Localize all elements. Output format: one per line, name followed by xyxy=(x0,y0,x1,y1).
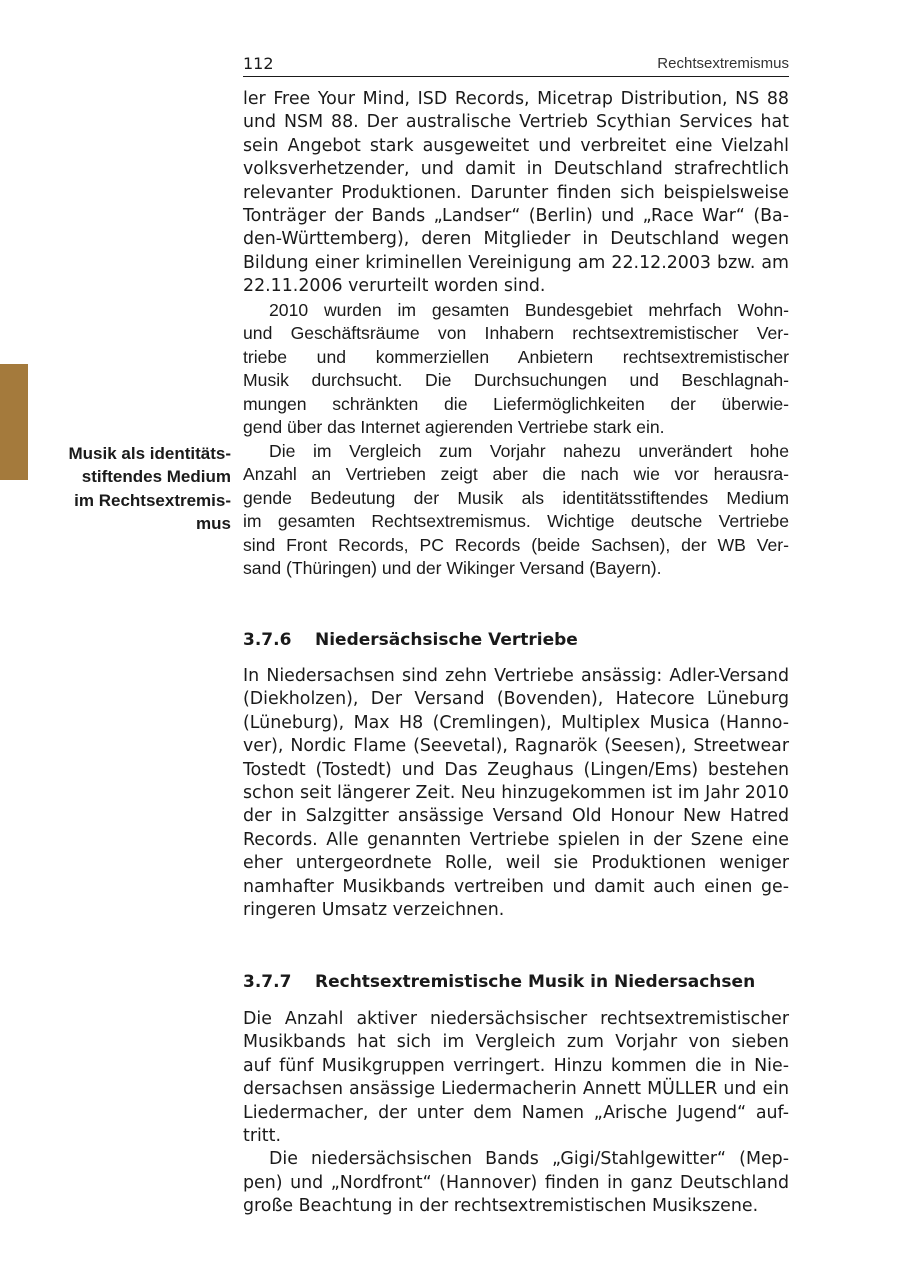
page-header xyxy=(243,52,789,77)
text-line: Die Anzahl aktiver niedersächsischer rechtsextremistischer xyxy=(243,1009,789,1029)
paragraph-searches-2010 xyxy=(243,299,789,439)
text-line: Liedermacher, der unter dem Namen „Arische Jugend“ auf- xyxy=(243,1102,789,1123)
text-line: Tonträger der Bands „Landser“ (Berlin) und „Race War“ (Ba- xyxy=(243,205,789,226)
text-line: (Diekholzen), Der Versand (Bovenden), Hatecore Lüneburg xyxy=(243,689,789,710)
text-line: volksverhetzender, und damit in Deutschland strafrechtlich xyxy=(243,159,789,180)
text-line: den-Württemberg), deren Mitglieder in Deutschland wegen xyxy=(243,229,789,250)
section-title: Niedersächsische Vertriebe xyxy=(315,630,578,650)
text-line: Bildung einer kriminellen Vereinigung am 22.12.2003 bzw. am xyxy=(243,252,789,273)
margin-note xyxy=(30,442,231,536)
text-line: tritt. xyxy=(243,1125,281,1146)
text-line: dersachsen ansässige Liedermacherin Annett MÜLLER und ein xyxy=(243,1079,789,1100)
margin-note-line: Musik als identitäts- xyxy=(68,444,231,463)
text-line: 2010 wurden im gesamten Bundesgebiet mehrfach Wohn- xyxy=(269,300,789,320)
section-number: 3.7.6 xyxy=(243,630,292,650)
paragraph-continuation xyxy=(243,88,789,299)
text-line: relevanter Produktionen. Darunter finden sich beispielsweise xyxy=(243,182,789,203)
text-line: sein Angebot stark ausgeweitet und verbreitet eine Vielzahl xyxy=(243,135,789,156)
text-line: Anzahl an Vertrieben zeigt aber die nach wie vor herausra- xyxy=(243,464,789,485)
text-line: namhafter Musikbands vertreiben und damit auch einen ge- xyxy=(243,876,789,897)
text-line: gend über das Internet agierenden Vertriebe stark ein. xyxy=(243,416,665,437)
text-line: im gesamten Rechtsextremismus. Wichtige deutsche Vertriebe xyxy=(243,511,789,532)
text-line: eher untergeordnete Rolle, weil sie Produktionen weniger xyxy=(243,853,789,874)
text-line: sand (Thüringen) und der Wikinger Versand (Bayern). xyxy=(243,557,662,578)
paragraph-music-bands xyxy=(243,1008,789,1219)
text-line: der in Salzgitter ansässige Versand Old Honour New Hatred xyxy=(243,806,789,827)
page-number: 112 xyxy=(243,54,274,73)
text-line: Tostedt (Tostedt) und Das Zeughaus (Lingen/Ems) bestehen xyxy=(243,759,789,780)
text-line: Die im Vergleich zum Vorjahr nahezu unverändert hohe xyxy=(269,441,789,461)
text-line: und Geschäftsräume von Inhabern rechtsextremistischer Ver- xyxy=(243,323,789,344)
paragraph-lower-saxony-distributors xyxy=(243,665,789,922)
text-line: mungen schränkten die Liefermöglichkeiten der überwie- xyxy=(243,393,789,414)
text-line: ver), Nordic Flame (Seevetal), Ragnarök (Seesen), Streetwear xyxy=(243,736,789,757)
section-title: Rechtsextremistische Musik in Niedersachsen xyxy=(315,972,756,992)
margin-note-line: stiftendes Medium xyxy=(81,467,231,487)
margin-note-line: im Rechtsextremis- xyxy=(74,490,231,510)
text-line: 22.11.2006 verurteilt worden sind. xyxy=(243,276,546,297)
paragraph-music-identity xyxy=(243,440,789,580)
text-line: (Lüneburg), Max H8 (Cremlingen), Multiplex Musica (Hanno- xyxy=(243,712,789,733)
text-line: pen) und „Nordfront“ (Hannover) finden in ganz Deutschland xyxy=(243,1172,789,1193)
section-heading-3-7-7 xyxy=(243,972,755,992)
text-line: Musik durchsucht. Die Durchsuchungen und Beschlagnah- xyxy=(243,370,789,391)
text-line: gende Bedeutung der Musik als identitätsstiftendes Medium xyxy=(243,487,789,508)
text-line: In Niedersachsen sind zehn Vertriebe ansässig: Adler-Versand xyxy=(243,666,789,686)
text-line: Die niedersächsischen Bands „Gigi/Stahlgewitter“ (Mep- xyxy=(269,1149,789,1170)
chapter-tab-marker xyxy=(0,364,28,480)
running-title: Rechtsextremismus xyxy=(657,55,789,72)
text-line: schon seit längerer Zeit. Neu hinzugekommen ist im Jahr 2010 xyxy=(243,782,789,803)
text-line: triebe und kommerziellen Anbietern rechtsextremistischer xyxy=(243,346,789,367)
section-number: 3.7.7 xyxy=(243,972,292,992)
text-line: auf fünf Musikgruppen verringert. Hinzu kommen die in Nie- xyxy=(243,1055,789,1076)
text-line: Records. Alle genannten Vertriebe spielen in der Szene eine xyxy=(243,829,789,850)
text-line: und NSM 88. Der australische Vertrieb Scythian Services hat xyxy=(243,112,789,133)
text-line: ler Free Your Mind, ISD Records, Micetrap Distribution, NS 88 xyxy=(243,89,789,109)
section-heading-3-7-6 xyxy=(243,630,578,650)
margin-note-line: mus xyxy=(196,514,231,534)
text-line: ringeren Umsatz verzeichnen. xyxy=(243,899,505,920)
text-line: Musikbands hat sich im Vergleich zum Vorjahr von sieben xyxy=(243,1032,789,1053)
text-line: sind Front Records, PC Records (beide Sachsen), der WB Ver- xyxy=(243,534,789,555)
text-line: große Beachtung in der rechtsextremistischen Musikszene. xyxy=(243,1196,759,1217)
